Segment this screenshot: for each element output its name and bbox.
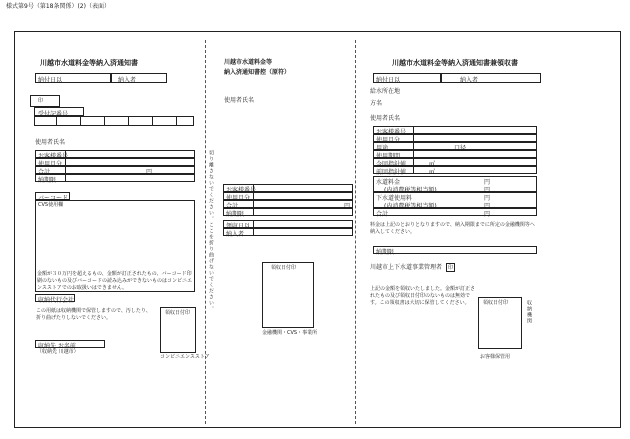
- center-row-due: 納期限: [223, 208, 353, 216]
- center-receipt-stamp: 領収日付印: [262, 262, 314, 328]
- right-row-water-fee: 水道料金 (内消費税等相当額) 円 円: [373, 176, 537, 192]
- right-row-month: 使用月分: [373, 134, 537, 142]
- left-row-month: 使用月分: [35, 158, 195, 166]
- right-row-current: 今回指針値 ㎥: [373, 158, 537, 166]
- left-note-label: 収納代行会社: [35, 294, 75, 302]
- right-seal: 印: [448, 265, 454, 271]
- right-row-customer: お客様番号: [373, 126, 537, 134]
- left-biller-name: （収納先 川越市）: [37, 349, 79, 355]
- left-stamp-box: 印: [30, 95, 60, 107]
- center-row-customer: お客様番号: [223, 184, 353, 192]
- form-number: 様式第9号（第18条関係）(2)（表面）: [6, 3, 110, 10]
- right-office: 川越市上下水道事業管理者: [370, 264, 443, 271]
- right-row-period: 使用期間: [373, 150, 537, 158]
- right-side-text: 収納機関: [526, 300, 532, 324]
- left-notice: 金額が３０万円を超えるもの、金額が訂正されたもの、バーコード印刷のないもの及びバーコードの読み込みができないものはコンビニエンスストアでのお取扱いはできません。: [37, 271, 193, 291]
- left-biller-label: 収納先 お名前: [35, 340, 105, 348]
- center-user-label: 使用者氏名: [224, 97, 255, 104]
- left-payer: 納入者: [111, 73, 167, 83]
- left-bank-label: 受付記番号: [34, 107, 84, 116]
- right-receipt-text: 上記の金額を領収いたしました。金額が訂正されたもの及び領収日付印のないものは無効です。この領収書は大切に保管してください。: [370, 286, 476, 306]
- center-row-payer: 納入者: [223, 228, 353, 236]
- right-address-label: 給水所在地: [370, 88, 401, 95]
- right-row-due: 納期限: [373, 246, 537, 254]
- left-pay-date: 納付日以: [35, 73, 111, 83]
- left-receipt-stamp: 領収日付印: [160, 307, 196, 353]
- right-row-previous: 前回指針値 ㎥: [373, 166, 537, 174]
- right-title: 川越市水道料金等納入済通知書兼領収書: [392, 59, 518, 67]
- center-row-total: 合計 円: [223, 200, 353, 208]
- cut-line-right: [355, 40, 356, 424]
- left-title: 川越市水道料金等納入済通知書: [40, 59, 138, 67]
- right-row-total: 合計 円: [373, 208, 537, 216]
- right-notice: 料金は上記のとおりとなりますので、納入期限までに所定の金融機関等へ納入してください。: [370, 222, 535, 235]
- right-receipt-stamp: 領収日付印: [478, 297, 522, 349]
- left-barcode-area: CVS使用欄: [35, 200, 195, 292]
- left-stamp-sub: コンビニエンスストア: [160, 354, 210, 360]
- left-bank-number: [34, 116, 194, 126]
- left-row-total: 合計 円: [35, 166, 195, 174]
- center-vertical-note: 切り離さないでください。ここを折り曲げないでください。: [208, 150, 214, 312]
- left-user-label: 使用者氏名: [35, 139, 66, 146]
- center-row-month: 使用月分: [223, 192, 353, 200]
- left-row-due: 納期限: [35, 174, 195, 182]
- center-title-2: 納入済通知書控（原符）: [224, 69, 291, 76]
- right-payer: 納入者: [441, 73, 541, 83]
- cut-line-left: [205, 40, 206, 424]
- right-name-label: 方名: [370, 100, 383, 107]
- center-row-received: 領収日以: [223, 220, 353, 228]
- right-bottom-label: お客様保管用: [480, 354, 511, 360]
- left-barcode-label: バーコード: [35, 192, 70, 200]
- left-row-customer: お客様番号: [35, 150, 195, 158]
- left-receipt-text: この用紙は収納機関で保管しますので、汚したり、折り曲げたりしないでください。: [36, 308, 151, 321]
- right-row-sewer-fee: 下水道使用料 (内消費税等相当額) 円 円: [373, 192, 537, 208]
- right-row-use: 用途 口径: [373, 142, 537, 150]
- center-stamp-sub: 金融機関・CVS・事業所: [262, 330, 318, 336]
- right-pay-date: 納付日以: [373, 73, 441, 83]
- right-user-label: 使用者氏名: [370, 115, 401, 122]
- center-title-1: 川越市水道料金等: [224, 59, 273, 66]
